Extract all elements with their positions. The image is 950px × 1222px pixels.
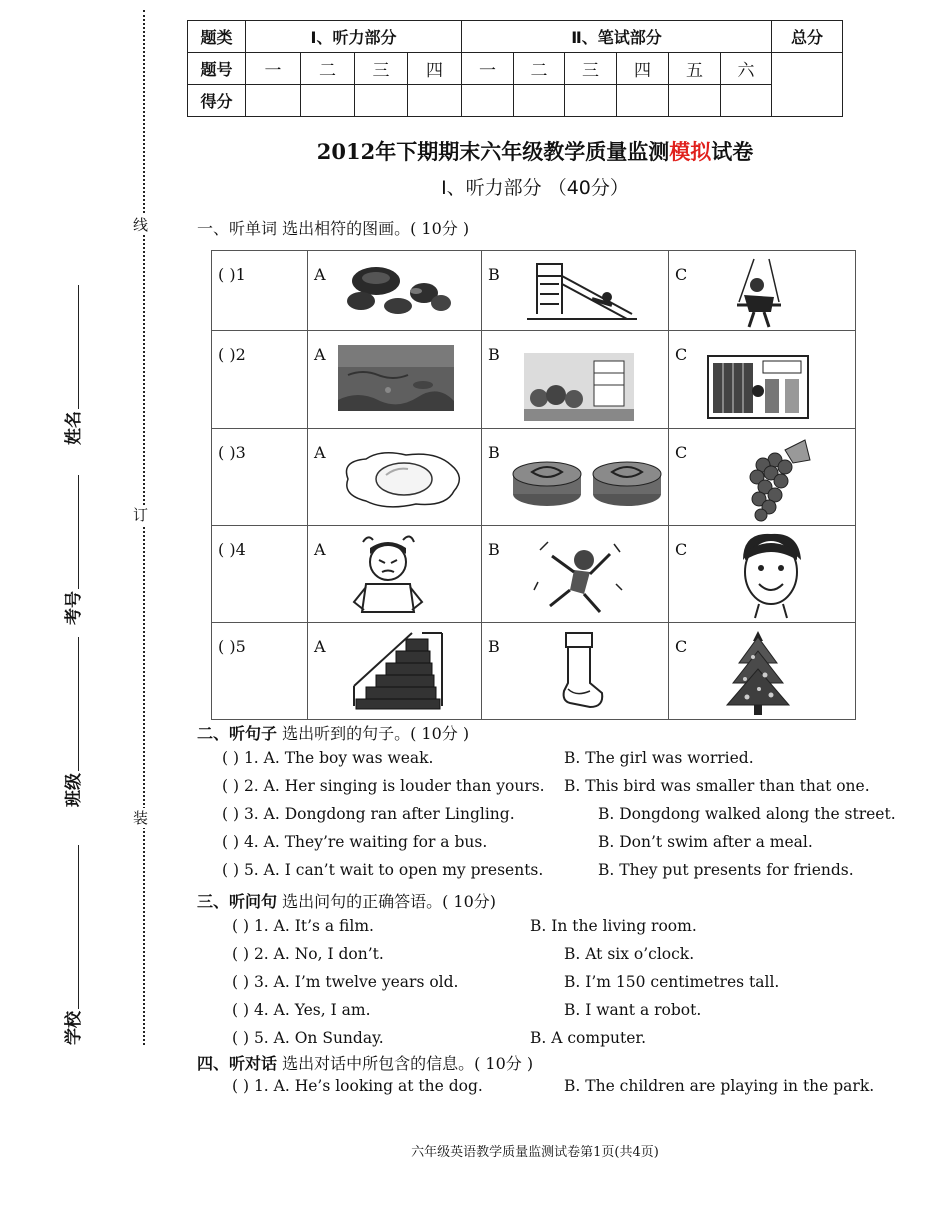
stairs-icon: [352, 631, 444, 711]
score-cell[interactable]: [617, 85, 669, 117]
question-cell[interactable]: ( )4: [212, 526, 308, 623]
shop-icon: [703, 351, 813, 421]
village-icon: [524, 353, 634, 421]
section4-q1-option-b: B. The children are playing in the park.: [564, 1077, 875, 1095]
section2-q5-option-a: ( ) 5. A. I can’t wait to open my presents.: [222, 861, 544, 879]
header-type: 题类: [188, 21, 246, 53]
section2-q3-option-a: ( ) 3. A. Dongdong ran after Lingling.: [222, 805, 515, 823]
margin-mark-staple: 订: [133, 506, 149, 524]
option-cell[interactable]: B: [482, 623, 669, 720]
swing-icon: [709, 257, 809, 332]
header-listening: Ⅰ、听力部分: [246, 21, 462, 53]
exam-number-blank[interactable]: [64, 475, 79, 589]
exam-number-label: 考号: [63, 591, 84, 625]
section3-q4-option-a: ( ) 4. A. Yes, I am.: [232, 1001, 371, 1019]
option-cell[interactable]: C: [669, 623, 856, 720]
section2-q1-option-b: B. The girl was worried.: [564, 749, 754, 767]
section3-q1-option-b: B. In the living room.: [530, 917, 697, 935]
section2-q5-option-b: B. They put presents for friends.: [598, 861, 854, 879]
writing-num: 四: [617, 53, 669, 85]
option-cell[interactable]: C: [669, 251, 856, 331]
section3-q2-option-b: B. At six o’clock.: [564, 945, 695, 963]
option-cell[interactable]: B: [482, 331, 669, 429]
section1-heading: 一、听单词 选出相符的图画。( 10分 ): [197, 219, 470, 238]
question-cell[interactable]: ( )1: [212, 251, 308, 331]
listening-part-title: Ⅰ、听力部分 （40分）: [441, 177, 629, 199]
score-cell[interactable]: [514, 85, 565, 117]
option-cell[interactable]: B: [482, 429, 669, 526]
listening-num: 一: [246, 53, 301, 85]
score-cell[interactable]: [721, 85, 772, 117]
section2-q2-option-b: B. This bird was smaller than that one.: [564, 777, 870, 795]
grapes-icon: [735, 435, 815, 523]
section3-q2-option-a: ( ) 2. A. No, I don’t.: [232, 945, 384, 963]
name-blank[interactable]: [64, 285, 79, 409]
fried-egg-icon: [336, 449, 468, 511]
margin-mark-bind: 装: [133, 809, 149, 827]
section3-q5-option-a: ( ) 5. A. On Sunday.: [232, 1029, 384, 1047]
section4-q1-option-a: ( ) 1. A. He’s looking at the dog.: [232, 1077, 483, 1095]
question-cell[interactable]: ( )5: [212, 623, 308, 720]
christmas-tree-icon: [725, 629, 791, 717]
section2-heading: 二、听句子 选出听到的句子。( 10分 ): [197, 724, 470, 743]
header-writing: Ⅱ、笔试部分: [462, 21, 772, 53]
section3-q5-option-b: B. A computer.: [530, 1029, 647, 1047]
option-cell[interactable]: B: [482, 526, 669, 623]
option-cell[interactable]: C: [669, 331, 856, 429]
score-cell[interactable]: [355, 85, 408, 117]
section3-q3-option-a: ( ) 3. A. I’m twelve years old.: [232, 973, 459, 991]
section3-q4-option-b: B. I want a robot.: [564, 1001, 702, 1019]
margin-mark-line: 线: [133, 216, 149, 234]
name-label: 姓名: [63, 411, 84, 445]
writing-num: 六: [721, 53, 772, 85]
option-cell[interactable]: C: [669, 526, 856, 623]
section3-q3-option-b: B. I’m 150 centimetres tall.: [564, 973, 780, 991]
writing-num: 三: [565, 53, 617, 85]
score-table: [187, 20, 843, 117]
score-cell[interactable]: [669, 85, 721, 117]
page-title: 2012年下期期末六年级教学质量监测模拟试卷: [316, 139, 754, 164]
header-total: 总分: [772, 21, 843, 53]
section4-heading: 四、听对话 选出对话中所包含的信息。( 10分 ): [197, 1054, 534, 1073]
option-cell[interactable]: A: [308, 526, 482, 623]
section3-heading: 三、听问句 选出问句的正确答语。( 10分): [197, 892, 497, 911]
stocking-icon: [556, 631, 606, 713]
title-highlight: 模拟: [669, 139, 712, 164]
mooncakes-icon: [510, 454, 665, 509]
score-cell[interactable]: [408, 85, 462, 117]
listening-num: 二: [301, 53, 355, 85]
school-field[interactable]: [60, 845, 82, 1045]
listening-num: 三: [355, 53, 408, 85]
rocks-icon: [336, 261, 456, 321]
option-cell[interactable]: C: [669, 429, 856, 526]
option-cell[interactable]: A: [308, 429, 482, 526]
class-field[interactable]: [60, 637, 82, 807]
section2-q2-option-a: ( ) 2. A. Her singing is louder than yours.: [222, 777, 545, 795]
sea-icon: [338, 345, 454, 411]
picture-question-table: [211, 250, 856, 720]
row-number-label: 题号: [188, 53, 246, 85]
falling-boy-icon: [530, 532, 626, 618]
writing-num: 二: [514, 53, 565, 85]
page-footer: 六年级英语教学质量监测试卷第1页(共4页): [411, 1145, 659, 1160]
section2-q4-option-a: ( ) 4. A. They’re waiting for a bus.: [222, 833, 488, 851]
smiling-boy-icon: [735, 530, 807, 620]
section2-q4-option-b: B. Don’t swim after a meal.: [598, 833, 813, 851]
total-score-cell[interactable]: [772, 53, 843, 117]
angry-boy-icon: [348, 532, 428, 620]
option-cell[interactable]: A: [308, 623, 482, 720]
option-cell[interactable]: A: [308, 331, 482, 429]
writing-num: 五: [669, 53, 721, 85]
exam-number-field[interactable]: [60, 475, 82, 625]
question-cell[interactable]: ( )3: [212, 429, 308, 526]
score-cell[interactable]: [462, 85, 514, 117]
class-label: 班级: [63, 773, 84, 807]
writing-num: 一: [462, 53, 514, 85]
section2-q3-option-b: B. Dongdong walked along the street.: [598, 805, 896, 823]
option-cell[interactable]: B: [482, 251, 669, 331]
class-blank[interactable]: [64, 637, 79, 771]
row-score-label: 得分: [188, 85, 246, 117]
slide-icon: [522, 259, 642, 324]
section3-q1-option-a: ( ) 1. A. It’s a film.: [232, 917, 374, 935]
option-cell[interactable]: A: [308, 251, 482, 331]
section2-q1-option-a: ( ) 1. A. The boy was weak.: [222, 749, 434, 767]
score-cell[interactable]: [246, 85, 301, 117]
name-field[interactable]: [60, 285, 82, 445]
question-cell[interactable]: ( )2: [212, 331, 308, 429]
school-blank[interactable]: [64, 845, 79, 1009]
school-label: 学校: [63, 1011, 84, 1045]
score-cell[interactable]: [565, 85, 617, 117]
score-cell[interactable]: [301, 85, 355, 117]
listening-num: 四: [408, 53, 462, 85]
